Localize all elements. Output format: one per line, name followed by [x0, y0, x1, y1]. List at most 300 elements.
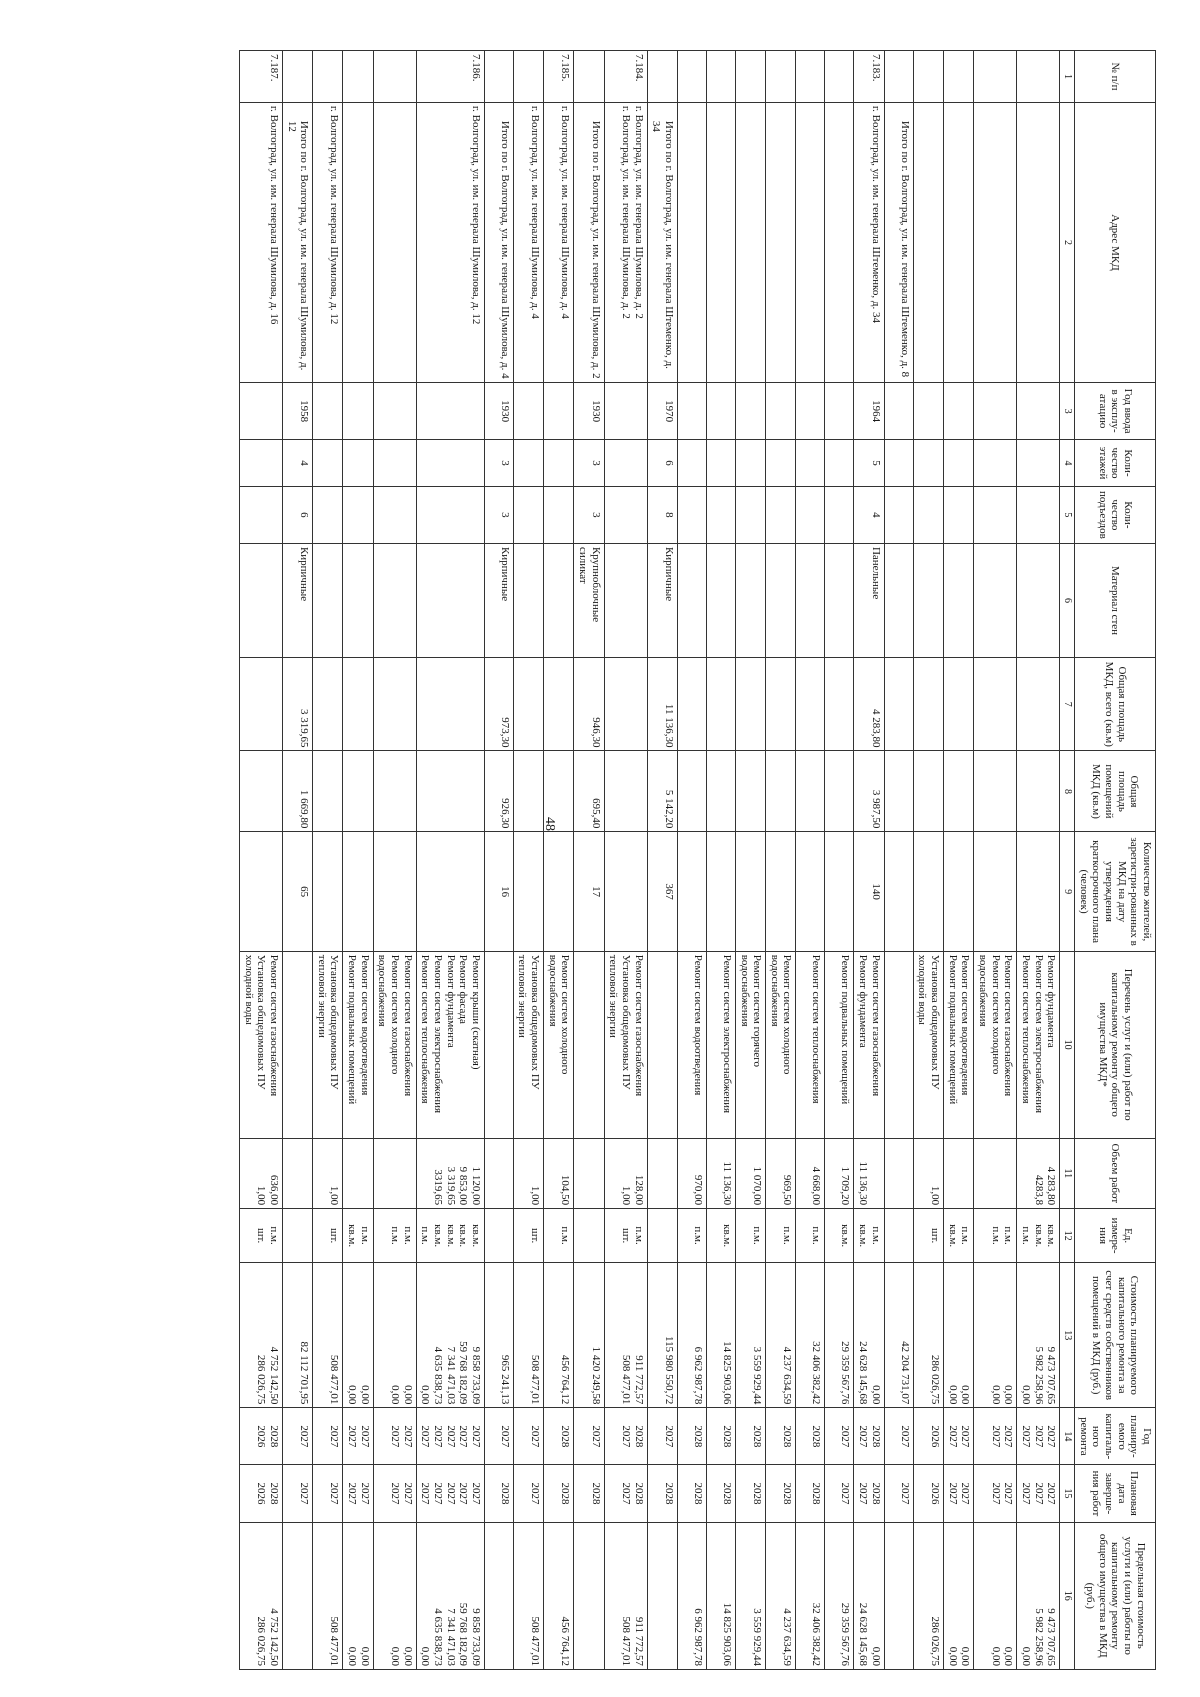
row-number — [1017, 51, 1060, 103]
table-row — [1017, 51, 1060, 1670]
cost-cell-line: 456 764,12 — [559, 1354, 572, 1405]
unit-cell-line: шт. — [255, 1228, 268, 1244]
unit-cell — [574, 1209, 604, 1263]
cost-cell — [766, 1263, 796, 1408]
total-area-cell — [796, 658, 825, 751]
limit-cost-cell-line: 0,00 — [1002, 1646, 1015, 1666]
limit-cost-cell-line: 0,00 — [358, 1646, 371, 1666]
cost-cell-line: 14 825 903,06 — [720, 1341, 733, 1405]
repair-year-cell-line: 2027 — [457, 1425, 470, 1448]
limit-cost-cell — [1017, 1522, 1060, 1669]
completion-date-cell — [282, 1465, 312, 1522]
limit-cost-cell — [416, 1522, 484, 1669]
volume-cell-line: 11 136,30 — [857, 1161, 870, 1206]
rooms-area-cell — [706, 751, 735, 832]
completion-date-cell — [239, 1465, 282, 1522]
volume-cell-line: 4 668,00 — [810, 1166, 823, 1206]
unit-cell — [484, 1209, 513, 1263]
volume-cell — [884, 1138, 913, 1209]
table-row — [944, 51, 974, 1670]
floors-cell — [735, 440, 765, 487]
limit-cost-cell — [854, 1522, 884, 1669]
column-number: 2 — [1060, 102, 1075, 382]
repair-year-cell — [544, 1408, 574, 1465]
year-built-cell — [974, 383, 1017, 440]
wall-material-cell — [544, 543, 574, 657]
completion-date-cell — [884, 1465, 913, 1522]
table-row — [544, 51, 574, 1670]
repair-year-cell-line: 2028 — [751, 1425, 764, 1448]
unit-cell-line: кв.м. — [946, 1224, 959, 1248]
row-number — [766, 51, 796, 103]
works-cell-line: Ремонт систем газоснабжения — [869, 954, 882, 1097]
total-area-cell — [825, 658, 854, 751]
floors-cell: 3 — [574, 440, 604, 487]
works-cell-line: Ремонт фундамента — [1045, 954, 1058, 1048]
unit-cell — [944, 1209, 974, 1263]
repair-year-cell-line: 2028 — [691, 1425, 704, 1448]
wall-material-cell — [239, 543, 282, 657]
completion-date-cell-line: 2027 — [959, 1482, 972, 1505]
cost-cell — [974, 1263, 1017, 1408]
completion-date-cell — [913, 1465, 943, 1522]
works-cell-line: Ремонт систем холодного водоснабжения — [976, 954, 1002, 1075]
total-area-cell — [313, 658, 343, 751]
works-cell-line: Ремонт систем газоснабжения — [267, 954, 280, 1097]
limit-cost-cell-line: 0,00 — [989, 1646, 1002, 1666]
works-cell — [544, 951, 574, 1138]
unit-cell — [544, 1209, 574, 1263]
repair-year-cell-line: 2027 — [1032, 1425, 1045, 1448]
year-built-cell — [735, 383, 765, 440]
column-number: 15 — [1060, 1465, 1075, 1522]
volume-cell — [677, 1138, 706, 1209]
total-area-cell: 973,30 — [484, 658, 513, 751]
floors-cell — [239, 440, 282, 487]
row-number: 7.186. — [416, 51, 484, 103]
table-body — [239, 51, 1059, 1670]
limit-cost-cell — [373, 1522, 416, 1669]
repair-year-cell-line: 2027 — [469, 1425, 482, 1448]
rooms-area-cell — [343, 751, 373, 832]
completion-date-cell — [574, 1465, 604, 1522]
entrances-cell: 3 — [484, 486, 513, 543]
year-built-cell — [416, 383, 484, 440]
table-row — [239, 51, 282, 1670]
works-cell — [416, 951, 484, 1138]
table-row — [766, 51, 796, 1670]
year-built-cell — [884, 383, 913, 440]
cost-cell-line: 0,00 — [389, 1385, 402, 1405]
column-number: 1 — [1060, 51, 1075, 103]
residents-cell — [343, 832, 373, 951]
cost-cell-line: 0,00 — [959, 1385, 972, 1405]
volume-cell — [513, 1138, 543, 1209]
limit-cost-cell-line: 508 477,01 — [328, 1616, 341, 1666]
repair-year-cell-line: 2027 — [857, 1425, 870, 1448]
completion-date-cell-line: 2027 — [898, 1482, 911, 1505]
unit-cell-line: шт. — [929, 1228, 942, 1244]
limit-cost-cell — [604, 1522, 647, 1669]
unit-cell-line: п.м. — [358, 1226, 371, 1245]
year-built-cell: 1958 — [282, 383, 312, 440]
table-row — [974, 51, 1017, 1670]
repair-year-cell — [825, 1408, 854, 1465]
works-cell — [282, 951, 312, 1138]
volume-cell-line: 1,00 — [255, 1185, 268, 1206]
year-built-cell — [343, 383, 373, 440]
works-cell-line: Ремонт подвальных помещений — [346, 954, 359, 1105]
works-cell — [1017, 951, 1060, 1138]
works-cell — [677, 951, 706, 1138]
residents-cell — [884, 832, 913, 951]
works-cell — [647, 951, 677, 1138]
cost-cell — [796, 1263, 825, 1408]
limit-cost-cell — [513, 1522, 543, 1669]
unit-cell-line: кв.м. — [839, 1224, 852, 1248]
limit-cost-cell — [544, 1522, 574, 1669]
works-cell — [854, 951, 884, 1138]
repair-year-cell-line: 2028 — [559, 1425, 572, 1448]
row-number — [735, 51, 765, 103]
limit-cost-cell-line: 4 752 142,50 — [267, 1608, 280, 1666]
total-area-cell — [416, 658, 484, 751]
cost-cell-line: 4 237 634,59 — [781, 1346, 794, 1405]
limit-cost-cell-line: 0,00 — [869, 1646, 882, 1666]
address-cell — [677, 102, 706, 382]
rooms-area-cell — [796, 751, 825, 832]
unit-cell — [706, 1209, 735, 1263]
entrances-cell — [604, 486, 647, 543]
volume-cell-line: 1 120,00 — [469, 1166, 482, 1206]
total-row — [884, 51, 913, 1670]
cost-cell-line: 0,00 — [358, 1385, 371, 1405]
works-cell-line: Установка общедомовых ПУ холодной воды — [242, 954, 268, 1090]
works-cell-line: Ремонт крыши (скатная) — [469, 954, 482, 1070]
rooms-area-cell — [677, 751, 706, 832]
repair-year-cell-line: 2027 — [498, 1425, 511, 1448]
entrances-cell — [796, 486, 825, 543]
row-number — [513, 51, 543, 103]
limit-cost-cell — [974, 1522, 1017, 1669]
row-number — [282, 51, 312, 103]
volume-cell — [796, 1138, 825, 1209]
works-cell-line: Ремонт фасада — [457, 954, 470, 1024]
volume-cell-line: 128,00 — [632, 1174, 645, 1206]
volume-cell-line — [1019, 1142, 1032, 1206]
cost-cell-line: 115 980 550,72 — [662, 1336, 675, 1405]
works-cell-line: Ремонт систем теплоснабжения — [1019, 954, 1032, 1104]
unit-cell — [766, 1209, 796, 1263]
limit-cost-cell-line: 0,00 — [346, 1646, 359, 1666]
floors-cell — [884, 440, 913, 487]
rotated-table-wrapper — [51, 50, 1156, 1670]
volume-cell-line: 9 853,00 — [457, 1166, 470, 1206]
volume-cell — [239, 1138, 282, 1209]
cost-cell-line: 82 112 701,95 — [298, 1341, 311, 1405]
total-area-cell: 4 283,80 — [854, 658, 884, 751]
volume-cell-line: 1,00 — [929, 1185, 942, 1206]
entrances-cell — [239, 486, 282, 543]
address-cell: г. Волгоград, ул. им. генерала Шумилова, д. 4 — [544, 102, 574, 382]
completion-date-cell — [796, 1465, 825, 1522]
row-number — [484, 51, 513, 103]
unit-cell-line: п.м. — [869, 1226, 882, 1245]
wall-material-cell: Кирпичные — [647, 543, 677, 657]
repair-year-cell-line: 2027 — [959, 1425, 972, 1448]
completion-date-cell — [1017, 1465, 1060, 1522]
address-cell — [766, 102, 796, 382]
rooms-area-cell — [735, 751, 765, 832]
works-cell-line: Установка общедомовых ПУ тепловой энергии — [315, 954, 341, 1090]
cost-cell-line: 0,00 — [1019, 1385, 1032, 1405]
row-number: 7.187. — [239, 51, 282, 103]
limit-cost-cell-line: 0,00 — [401, 1646, 414, 1666]
repair-year-cell-line: 2027 — [444, 1425, 457, 1448]
limit-cost-cell — [706, 1522, 735, 1669]
column-number: 11 — [1060, 1138, 1075, 1209]
limit-cost-cell-line: 6 962 987,78 — [691, 1608, 704, 1666]
volume-cell — [944, 1138, 974, 1209]
unit-cell-line: кв.м. — [457, 1224, 470, 1248]
entrances-cell — [706, 486, 735, 543]
volume-cell — [735, 1138, 765, 1209]
cost-cell — [647, 1263, 677, 1408]
completion-date-cell — [854, 1465, 884, 1522]
address-cell — [944, 102, 974, 382]
cost-cell — [513, 1263, 543, 1408]
column-header: Ед. измере-ния — [1075, 1209, 1156, 1263]
unit-cell — [974, 1209, 1017, 1263]
works-cell-line: Ремонт систем электроснабжения — [1032, 954, 1045, 1114]
works-cell-line: Ремонт систем электроснабжения — [431, 954, 444, 1114]
works-cell — [313, 951, 343, 1138]
column-number: 12 — [1060, 1209, 1075, 1263]
limit-cost-cell-line: 4 237 634,59 — [781, 1608, 794, 1666]
limit-cost-cell — [282, 1522, 312, 1669]
page-number: 48 — [542, 817, 557, 831]
entrances-cell — [677, 486, 706, 543]
table-row — [416, 51, 484, 1670]
entrances-cell — [416, 486, 484, 543]
wall-material-cell: Крупноблочные силикат — [574, 543, 604, 657]
year-built-cell — [796, 383, 825, 440]
row-number — [913, 51, 943, 103]
repair-year-cell-line: 2027 — [298, 1425, 311, 1448]
cost-cell-line: 0,00 — [989, 1385, 1002, 1405]
total-area-cell — [1017, 658, 1060, 751]
rooms-area-cell — [884, 751, 913, 832]
cost-cell-line: 9 473 707,65 — [1045, 1346, 1058, 1405]
entrances-cell — [343, 486, 373, 543]
year-built-cell — [766, 383, 796, 440]
volume-cell — [974, 1138, 1017, 1209]
completion-date-cell-line: 2027 — [346, 1482, 359, 1505]
unit-cell — [677, 1209, 706, 1263]
volume-cell — [647, 1138, 677, 1209]
total-area-cell — [944, 658, 974, 751]
works-cell-line: Ремонт систем газоснабжения — [632, 954, 645, 1097]
cost-cell-line: 0,00 — [869, 1385, 882, 1405]
repair-year-cell-line: 2027 — [589, 1425, 602, 1448]
wall-material-cell — [766, 543, 796, 657]
unit-cell-line: шт. — [529, 1228, 542, 1244]
address-cell: Итого по г. Волгоград, ул. им. генерала Штеменко, д. 34 — [647, 102, 677, 382]
cost-cell-line: 0,00 — [1002, 1385, 1015, 1405]
header-row — [1075, 51, 1156, 1670]
limit-cost-cell-line: 29 359 567,76 — [839, 1602, 852, 1666]
repair-year-cell — [647, 1408, 677, 1465]
volume-cell-line: 1,00 — [529, 1185, 542, 1206]
residents-cell — [825, 832, 854, 951]
total-area-cell — [913, 658, 943, 751]
total-area-cell — [544, 658, 574, 751]
volume-cell-line: 3319,65 — [431, 1169, 444, 1206]
address-cell — [735, 102, 765, 382]
residents-cell — [766, 832, 796, 951]
completion-date-cell — [825, 1465, 854, 1522]
works-cell-line: Ремонт систем водоотведения — [959, 954, 972, 1096]
unit-cell — [913, 1209, 943, 1263]
total-area-cell — [373, 658, 416, 751]
unit-cell-line: п.м. — [389, 1226, 402, 1245]
limit-cost-cell — [647, 1522, 677, 1669]
limit-cost-cell-line: 0,00 — [959, 1646, 972, 1666]
volume-cell-line — [946, 1142, 959, 1206]
works-cell-line: Ремонт систем холодного водоснабжения — [768, 954, 794, 1075]
completion-date-cell-line: 2027 — [389, 1482, 402, 1505]
address-cell — [974, 102, 1017, 382]
column-number: 6 — [1060, 543, 1075, 657]
completion-date-cell-line: 2027 — [529, 1482, 542, 1505]
volume-cell-line: 970,00 — [691, 1174, 704, 1206]
repair-year-cell — [416, 1408, 484, 1465]
cost-cell-line: 0,00 — [401, 1385, 414, 1405]
limit-cost-cell-line: 4 635 838,73 — [431, 1608, 444, 1666]
year-built-cell — [239, 383, 282, 440]
cost-cell — [735, 1263, 765, 1408]
unit-cell-line: п.м. — [959, 1226, 972, 1245]
row-number — [825, 51, 854, 103]
year-built-cell — [825, 383, 854, 440]
residents-cell: 17 — [574, 832, 604, 951]
unit-cell-line: кв.м. — [857, 1224, 870, 1248]
unit-cell-line: п.м. — [267, 1226, 280, 1245]
unit-cell — [239, 1209, 282, 1263]
unit-cell-line: п.м. — [1019, 1226, 1032, 1245]
completion-date-cell — [944, 1465, 974, 1522]
completion-date-cell-line: 2027 — [444, 1482, 457, 1505]
works-cell-line: Установка общедомовых ПУ тепловой энергии — [516, 954, 542, 1090]
table-row — [706, 51, 735, 1670]
volume-cell-line: 1 709,20 — [839, 1166, 852, 1206]
entrances-cell — [944, 486, 974, 543]
wall-material-cell — [825, 543, 854, 657]
unit-cell — [513, 1209, 543, 1263]
unit-cell — [884, 1209, 913, 1263]
works-cell-line: Ремонт систем водоотведения — [358, 954, 371, 1096]
works-cell-line: Установка общедомовых ПУ тепловой энергии — [607, 954, 632, 1090]
row-number: 7.184. — [604, 51, 647, 103]
year-built-cell — [706, 383, 735, 440]
unit-cell-line: кв.м. — [1045, 1224, 1058, 1248]
wall-material-cell — [416, 543, 484, 657]
residents-cell: 16 — [484, 832, 513, 951]
repair-year-cell-line: 2027 — [401, 1425, 414, 1448]
repair-year-cell — [735, 1408, 765, 1465]
year-built-cell: 1930 — [574, 383, 604, 440]
unit-cell-line: п.м. — [559, 1226, 572, 1245]
total-area-cell — [884, 658, 913, 751]
completion-date-cell-line: 2028 — [869, 1482, 882, 1505]
works-cell — [484, 951, 513, 1138]
total-area-cell — [604, 658, 647, 751]
limit-cost-cell — [944, 1522, 974, 1669]
works-cell — [766, 951, 796, 1138]
wall-material-cell — [343, 543, 373, 657]
column-number-row — [1060, 51, 1075, 1670]
entrances-cell: 4 — [854, 486, 884, 543]
cost-cell-line: 32 406 382,42 — [810, 1341, 823, 1405]
completion-date-cell-line: 2028 — [662, 1482, 675, 1505]
completion-date-cell-line: 2027 — [1002, 1482, 1015, 1505]
repair-year-cell-line: 2027 — [529, 1425, 542, 1448]
completion-date-cell-line: 2028 — [559, 1482, 572, 1505]
column-number: 13 — [1060, 1263, 1075, 1408]
volume-cell — [604, 1138, 647, 1209]
volume-cell-line: 11 136,30 — [720, 1161, 733, 1206]
repair-year-cell — [677, 1408, 706, 1465]
floors-cell — [913, 440, 943, 487]
limit-cost-cell — [766, 1522, 796, 1669]
column-header: Общая площадь МКД, всего (кв.м) — [1075, 658, 1156, 751]
rooms-area-cell — [513, 751, 543, 832]
cost-cell — [706, 1263, 735, 1408]
limit-cost-cell-line: 24 628 145,68 — [857, 1602, 870, 1666]
column-header: № п/п — [1075, 51, 1156, 103]
repair-year-cell-line: 2027 — [431, 1425, 444, 1448]
completion-date-cell-line: 2026 — [255, 1482, 268, 1505]
cost-cell — [343, 1263, 373, 1408]
column-header: Коли-чество этажей — [1075, 440, 1156, 487]
repair-year-cell-line: 2028 — [720, 1425, 733, 1448]
cost-cell-line: 911 772,57 — [632, 1355, 645, 1405]
works-cell — [884, 951, 913, 1138]
address-cell — [604, 102, 647, 382]
works-cell-line: Установка общедомовых ПУ холодной воды — [916, 954, 942, 1090]
works-cell — [825, 951, 854, 1138]
total-area-cell — [677, 658, 706, 751]
limit-cost-cell-line: 5 982 258,96 — [1032, 1608, 1045, 1666]
floors-cell: 3 — [484, 440, 513, 487]
repair-year-cell-line: 2028 — [810, 1425, 823, 1448]
residents-cell — [313, 832, 343, 951]
residents-cell — [974, 832, 1017, 951]
year-built-cell — [513, 383, 543, 440]
cost-cell — [373, 1263, 416, 1408]
repair-year-cell — [574, 1408, 604, 1465]
cost-cell-line: 1 420 249,58 — [589, 1346, 602, 1405]
limit-cost-cell — [735, 1522, 765, 1669]
address-cell — [796, 102, 825, 382]
unit-cell — [825, 1209, 854, 1263]
works-cell-line: Ремонт подвальных помещений — [839, 954, 852, 1105]
address-cell: г. Волгоград, ул. им. генерала Шумилова, д. 16 — [239, 102, 282, 382]
cost-cell-line: 24 628 145,68 — [857, 1341, 870, 1405]
table-row — [825, 51, 854, 1670]
repair-year-cell-line: 2028 — [869, 1425, 882, 1448]
floors-cell — [544, 440, 574, 487]
